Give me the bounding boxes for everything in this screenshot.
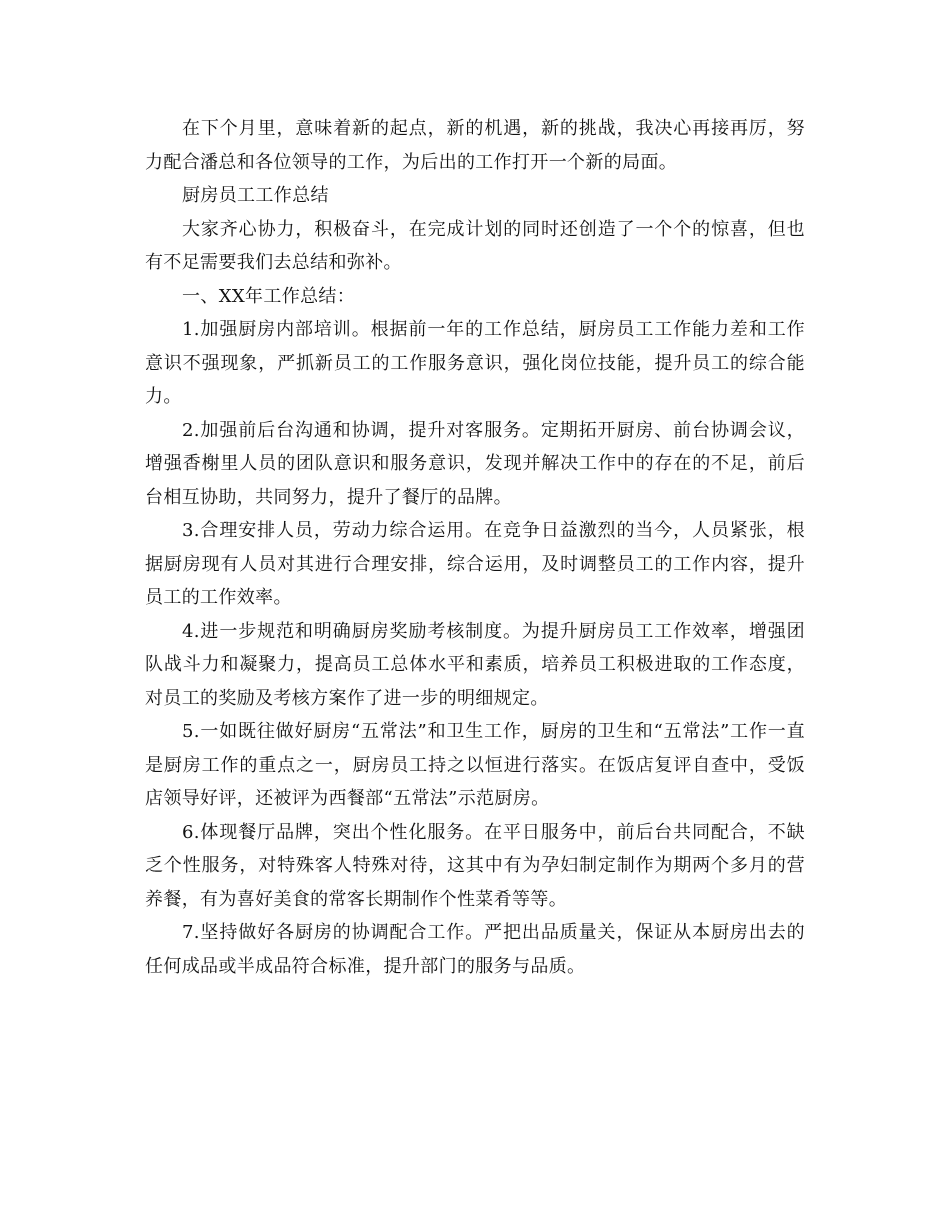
list-item-3: 3.合理安排人员，劳动力综合运用。在竞争日益激烈的当今，人员紧张，根据厨房现有人员对其进行合理安排，综合运用，及时调整员工的工作内容，提升员工的工作效率。 bbox=[145, 520, 805, 608]
paragraph-closing: 在下个月里，意味着新的起点，新的机遇，新的挑战，我决心再接再厉，努力配合潘总和各位领导的工作，为后出的工作打开一个新的局面。 bbox=[145, 118, 805, 173]
document-body bbox=[145, 112, 805, 983]
list-item-4: 4.进一步规范和明确厨房奖励考核制度。为提升厨房员工工作效率，增强团队战斗力和凝聚力，提高员工总体水平和素质，培养员工积极进取的工作态度，对员工的奖励及考核方案作了进一步的明细规定。 bbox=[145, 620, 805, 709]
list-item-7: 7.坚持做好各厨房的协调配合工作。严把出品质量关，保证从本厨房出去的任何成品或半成品符合标准，提升部门的服务与品质。 bbox=[145, 922, 805, 977]
list-item-1: 1.加强厨房内部培训。根据前一年的工作总结，厨房员工工作能力差和工作意识不强现象，严抓新员工的工作服务意识，强化岗位技能，提升员工的综合能力。 bbox=[145, 319, 805, 407]
paragraph-intro: 大家齐心协力，积极奋斗，在完成计划的同时还创造了一个个的惊喜，但也有不足需要我们去总结和弥补。 bbox=[145, 218, 805, 273]
list-item-6: 6.体现餐厅品牌，突出个性化服务。在平日服务中，前后台共同配合，不缺乏个性服务，对特殊客人特殊对待，这其中有为孕妇制定制作为期两个多月的营养餐，有为喜好美食的常客长期制作个性菜肴等等。 bbox=[145, 821, 805, 910]
section-heading: 一、XX年工作总结： bbox=[182, 285, 356, 307]
list-item-2: 2.加强前后台沟通和协调，提升对客服务。定期拓开厨房、前台协调会议，增强香榭里人员的团队意识和服务意识，发现并解决工作中的存在的不足，前后台相互协助，共同努力，提升了餐厅的品牌。 bbox=[145, 419, 805, 508]
section-title: 厨房员工工作总结 bbox=[182, 185, 329, 206]
list-item-5: 5.一如既往做好厨房“五常法”和卫生工作，厨房的卫生和“五常法”工作一直是厨房工作的重点之一，厨房员工持之以恒进行落实。在饭店复评自查中，受饭店领导好评，还被评为西餐部“五常法”示范厨房。 bbox=[145, 721, 805, 809]
